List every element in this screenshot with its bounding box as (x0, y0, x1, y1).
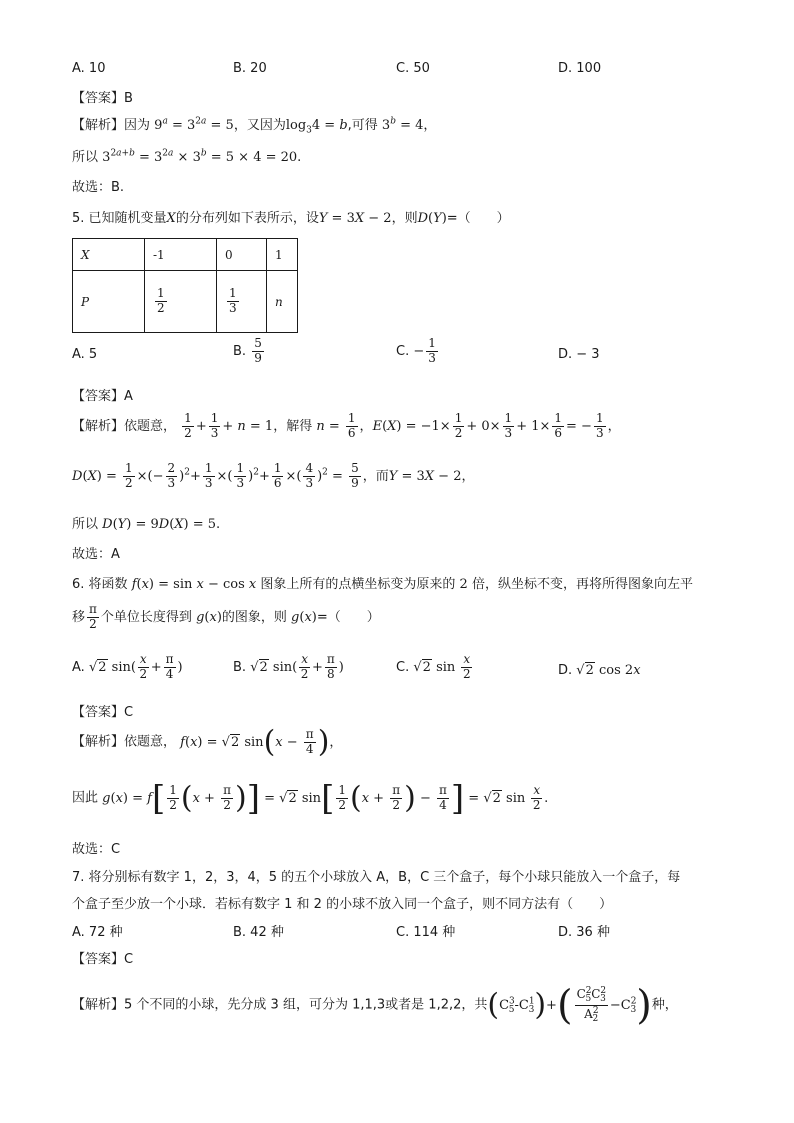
analysis-label: 【解析】 (72, 418, 125, 434)
q7-stem-line1: 7. 将分别标有数字 1，2，3，4，5 的五个小球放入 A，B，C 三个盒子，每个小球只能放入一个盒子，每 (72, 870, 681, 885)
q6-analysis-line1: 【解析】依题意， f(x) = √2 sin(x − $\frac{\pi}{4}$ )， (72, 724, 343, 759)
q4-option-b: B. 20 (233, 61, 267, 76)
text: ,可得 (347, 118, 378, 133)
text: 种， (651, 997, 678, 1013)
q6-option-d: D. √2 cos 2x (558, 663, 641, 678)
text: 6. 将函数 (72, 577, 128, 592)
q5-stem: 5. 已知随机变量X的分布列如下表所示，设Y = 3X − 2，则D(Y)=（ ） (72, 211, 510, 226)
q6-conclusion: 故选：C (72, 842, 121, 857)
text: 5. 已知随机变量 (72, 211, 167, 226)
text: 移 (72, 609, 86, 625)
q5-answer: 【答案】A (72, 389, 133, 404)
q4-conclusion: 故选：B. (72, 180, 125, 195)
text: D. (558, 663, 573, 678)
distribution-table (72, 238, 298, 333)
q4-option-c: C. 50 (396, 61, 430, 76)
text: 的分布列如下表所示，设 (175, 211, 319, 226)
q4-option-a: A. 10 (72, 61, 106, 76)
analysis-label: 【解析】 (72, 734, 125, 750)
text: 的图象，则 (221, 609, 287, 625)
text: A. (72, 659, 85, 675)
text: 依题意， (124, 734, 177, 750)
q4-analysis-line1: 【解析】因为 $9^a = 3^{2a} = 5$，又因为$\log_34 = b$,可得 $3^b = 4$， (72, 116, 437, 136)
table-cell: $\frac{1}{3}$ (217, 271, 267, 333)
q7-option-c: C. 114 种 (396, 925, 456, 940)
q5-option-b: B. $\frac{5}{9}$ (233, 336, 262, 365)
analysis-label: 【解析】 (72, 118, 125, 133)
analysis-label: 【解析】 (72, 997, 125, 1013)
q5-option-d: D. − 3 (558, 347, 600, 362)
q7-option-a: A. 72 种 (72, 925, 123, 940)
q6-stem-line1: 6. 将函数 f(x) = sin x − cos x 图象上所有的点横坐标变为原来的 2 倍，纵坐标不变，再将所得图象向左平 (72, 577, 693, 592)
text: ，则 (391, 211, 418, 226)
q6-option-b: B. √2 sin( $\frac{x}{2}$ + $\frac{\pi}{8}$ ) (233, 652, 344, 681)
q6-option-a: A. √2 sin( $\frac{x}{2}$ + $\frac{\pi}{4}$ ) (72, 652, 183, 681)
text: B. (233, 343, 247, 359)
table-cell: n (267, 271, 298, 333)
table-cell: $\frac{1}{2}$ (145, 271, 217, 333)
text: C. (396, 343, 410, 359)
q7-option-d: D. 36 种 (558, 925, 610, 940)
table-cell: -1 (145, 239, 217, 271)
text: ， (423, 118, 437, 133)
table-cell: P (73, 271, 145, 333)
q6-stem-line2: 移 $\frac{\pi}{2}$ 个单位长度得到 g(x)的图象，则 g(x)=（ ） (72, 602, 380, 631)
text: ，又因为 (233, 118, 286, 133)
q4-option-d: D. 100 (558, 61, 602, 76)
text: ，解得 (273, 418, 313, 434)
q6-option-c: C. √2 sin $\frac{x}{2}$ (396, 652, 471, 681)
table-cell: 0 (217, 239, 267, 271)
text: B. (233, 659, 247, 675)
text: 所以 (72, 517, 99, 532)
q6-answer: 【答案】C (72, 705, 134, 720)
q7-option-b: B. 42 种 (233, 925, 284, 940)
q5-option-a: A. 5 (72, 347, 98, 362)
text: ，而 (362, 468, 389, 484)
table-cell: 1 (267, 239, 298, 271)
q7-stem-line2: 个盒子至少放一个小球．若标有数字 1 和 2 的小球不放入同一个盒子，则不同方法有（ ） (72, 897, 613, 912)
table-cell: X (73, 239, 145, 271)
q5-conclusion: 故选：A (72, 547, 120, 562)
q5-analysis-line3: 所以 D(Y) = 9D(X) = 5. (72, 517, 221, 532)
text: 依题意， (124, 418, 177, 434)
text: 倍，纵坐标不变，再将所得图象向左平 (471, 577, 693, 592)
q4-analysis-line2: 所以 $3^{2a+b} = 3^{2a} \times 3^b = 5 \times 4 = 20$. (72, 148, 302, 165)
q7-answer: 【答案】C (72, 952, 134, 967)
q5-analysis-line1: 【解析】依题意， $\frac{1}{2}$ + $\frac{1}{3}$ + n = 1，解得 n = $\frac{1}{6}$ ，E(X) = −1× $\frac{1}{2}$ + 0× $\frac{1}{3}$ + 1× $\frac{1}{6}$ = − $\frac{1}{3}$ ， (72, 411, 621, 440)
text: =（ ） (446, 211, 510, 226)
q4-answer: 【答案】B (72, 91, 133, 106)
text: 5 个不同的小球，先分成 3 组，可分为 1,1,3或者是 1,2,2，共 (124, 997, 488, 1013)
text: =（ ） (316, 609, 380, 625)
q5-analysis-line2: D(X) = $\frac{1}{2}$ ×(− $\frac{2}{3}$ )$^2$+ $\frac{1}{3}$ ×( $\frac{1}{3}$ )$^2$+ $\frac{1}{6}$ ×( $\frac{4}{3}$ )$^2$ = $\frac{5}{9}$ ，而Y = 3X − 2， (72, 461, 475, 490)
text: 所以 (72, 150, 99, 165)
text: 因为 (124, 118, 151, 133)
text: C. (396, 659, 410, 675)
q6-analysis-line2: 因此 g(x) = f[ $\frac{1}{2}$ (x + $\frac{\pi}{2}$ )] = √2 sin[ $\frac{1}{2}$ (x + $\frac{\pi}{2}$ ) − $\frac{\pi}{4}$ ] = √2 sin $\frac{x}{2}$ . (72, 778, 549, 818)
q7-analysis-line1: 【解析】5 个不同的小球，先分成 3 组，可分为 1,1,3或者是 1,2,2，共$(C^3_5-C^1_3)+$( $\frac{C^2_5C^2_3}{A^2_2}$ $-C^2_3$)种， (72, 982, 678, 1028)
text: 个单位长度得到 (100, 609, 192, 625)
text: 图象上所有的点横坐标变为原来的 (260, 577, 456, 592)
text: 因此 (72, 790, 99, 806)
q5-option-c: C. − $\frac{1}{3}$ (396, 336, 436, 365)
